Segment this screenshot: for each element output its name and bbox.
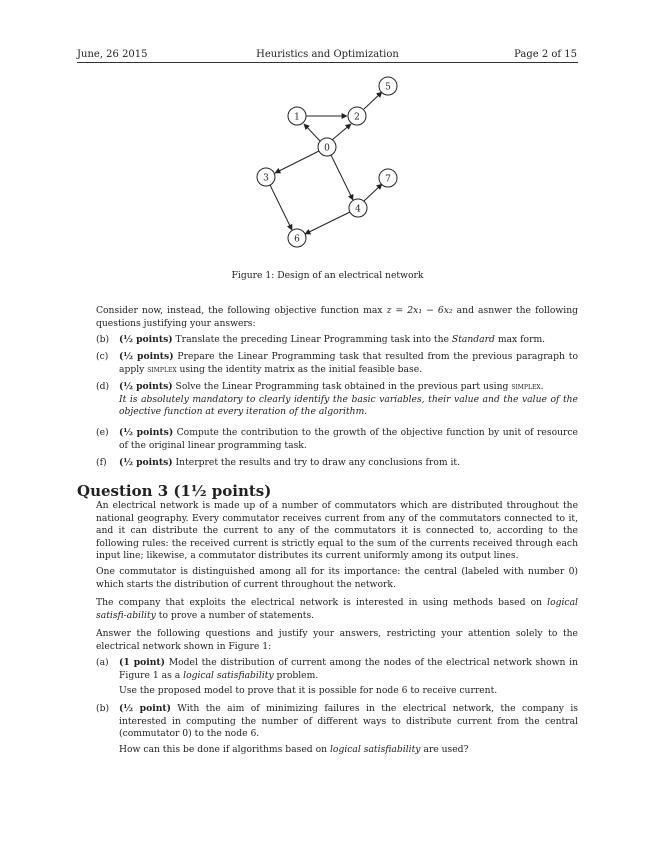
edge-0-4 xyxy=(331,155,353,200)
edge-0-2 xyxy=(332,124,351,140)
figure-caption: Figure 1: Design of an electrical network xyxy=(231,270,424,281)
node-label-2: 2 xyxy=(354,112,360,123)
header-title: Heuristics and Optimization xyxy=(256,49,399,60)
node-label-5: 5 xyxy=(385,82,391,93)
node-label-4: 4 xyxy=(355,204,361,215)
node-label-7: 7 xyxy=(385,174,391,185)
q3-paragraph-1: An electrical network is made up of a number of commutators which are distributed throughout the national geography. Every commutator receives current from any of the commutators connected to it, and it can distribute the current to any of the commutators it is connected to, according to the following rules: the received current is strictly equal to the sum of the currents received through each input line; likewise, a commutator distributes its current uniformly among its output lines. xyxy=(96,500,578,562)
node-label-3: 3 xyxy=(263,173,269,184)
node-label-1: 1 xyxy=(294,112,300,123)
header-page-number: Page 2 of 15 xyxy=(514,49,577,60)
q3-paragraph-4: Answer the following questions and justify your answers, restricting your attention solely to the electrical network shown in Figure 1: xyxy=(96,628,578,652)
edge-4-7 xyxy=(364,184,382,201)
node-label-6: 6 xyxy=(294,234,300,245)
question-3-heading: Question 3 (1½ points) xyxy=(77,482,272,500)
q3-item-a: (a) (1 point) Model the distribution of current among the nodes of the electrical network shown in Figure 1 as a logical satisfiability problem. Use the proposed model to prove that it is possible for node 6 to receive current. xyxy=(96,657,578,697)
header-date: June, 26 2015 xyxy=(77,49,148,60)
q3-paragraph-2: One commutator is distinguished among all for its importance: the central (labeled with number 0) which starts the distribution of current throughout the network. xyxy=(96,566,578,590)
question-item-b: (b) (½ points) Translate the preceding Linear Programming task into the Standard max form. xyxy=(96,334,546,345)
question-item-d: (d) (½ points) Solve the Linear Programming task obtained in the previous part using simplex. It is absolutely mandatory to clearly identify the basic variables, their value and the value of the objective function at every iteration of the algorithm. xyxy=(96,381,578,418)
edge-4-6 xyxy=(305,212,350,234)
node-label-0: 0 xyxy=(324,143,330,154)
edge-0-1 xyxy=(304,124,320,141)
question-item-f: (f) (½ points) Interpret the results and try to draw any conclusions from it. xyxy=(96,457,461,468)
network-graph xyxy=(0,0,655,260)
question-item-e: (e) (½ points) Compute the contribution to the growth of the objective function by unit of resource of the original linear programming task. xyxy=(96,427,578,451)
edge-0-3 xyxy=(275,151,319,173)
q3-paragraph-3: The company that exploits the electrical network is interested in using methods based on logical satisfi-ability to prove a number of statements. xyxy=(96,597,578,621)
q3-item-b: (b) (½ point) With the aim of minimizing failures in the electrical network, the company is interested in computing the number of different ways to distribute current from the central (commutator 0) to the node 6. How can this be done if algorithms based on logical satisfiability are used? xyxy=(96,703,578,755)
edge-2-5 xyxy=(364,92,382,109)
intro-paragraph: Consider now, instead, the following objective function max z = 2x₁ − 6x₂ and asnwer the following questions justifying your answers: xyxy=(96,305,579,329)
edge-3-6 xyxy=(270,185,292,230)
question-item-c: (c) (½ points) Prepare the Linear Programming task that resulted from the previous paragraph to apply simplex using the identity matrix as the initial feasible base. xyxy=(96,351,578,375)
